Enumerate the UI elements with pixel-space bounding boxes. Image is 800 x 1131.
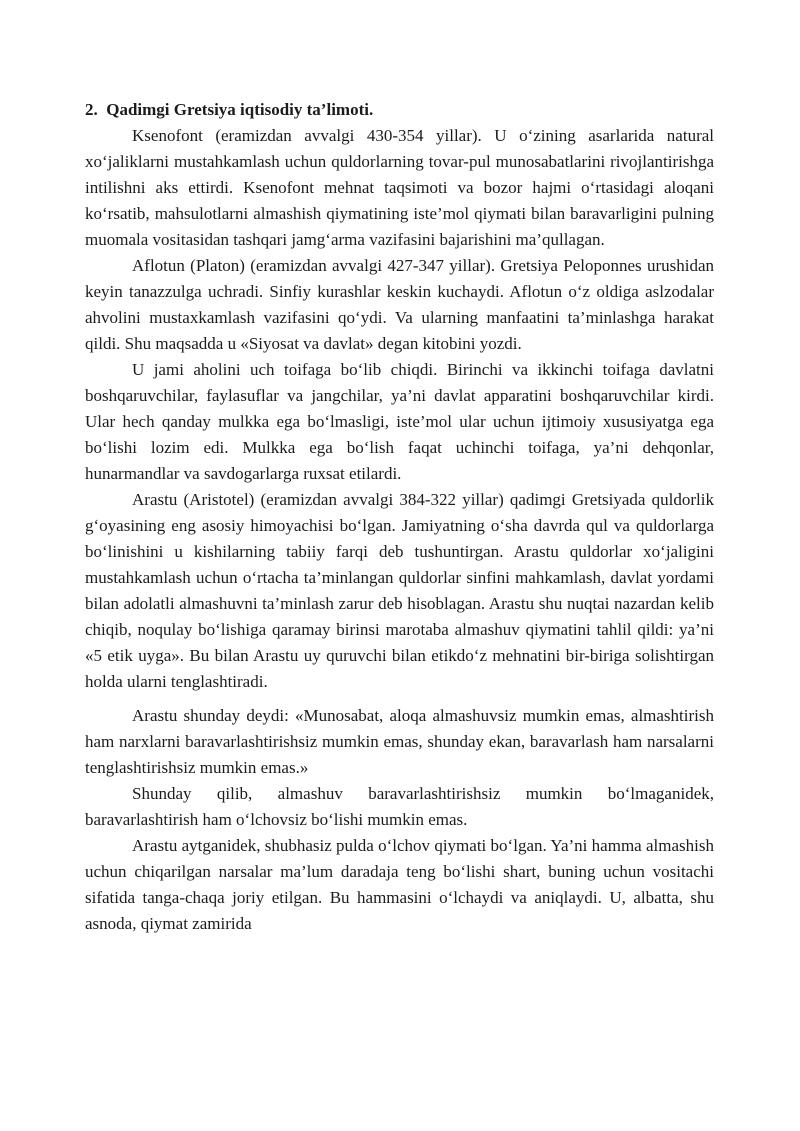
paragraph-shunday-qilib: Shunday qilib, almashuv baravarlashtirishsiz mumkin bo‘lmaganidek, baravarlashtirish ham o‘lchovsiz bo‘lishi mumkin emas. [85, 784, 714, 829]
paragraph-arastu-pul: Arastu aytganidek, shubhasiz pulda o‘lchov qiymati bo‘lgan. Ya’ni hamma almashish uchun chiqarilgan narsalar ma’lum daradaja teng bo‘lishi shart, buning uchun vositachi sifatida tanga-chaqa joriy etilgan. Bu hammasini o‘lchaydi va aniqlaydi. U, albatta, shu asnoda, qiymat zamirida [85, 836, 714, 933]
paragraph-uch-toifa: U jami aholini uch toifaga bo‘lib chiqdi. Birinchi va ikkinchi toifaga davlatni boshqaruvchilar, faylasuflar va jangchilar, ya’ni davlat apparatini boshqaruvchilar kirdi. Ular hech qanday mulkka ega bo‘lmasligi, iste’mol ular uchun ijtimoiy xususiyatga ega bo‘lishi lozim edi. Mulkka ega bo‘lish faqat uchinchi toifaga, ya’ni dehqonlar, hunarmandlar va savdogarlarga ruxsat etilardi. [85, 360, 714, 483]
paragraph-arastu-quote: Arastu shunday deydi: «Munosabat, aloqa almashuvsiz mumkin emas, almashtirish ham narxlarni baravarlashtirishsiz mumkin emas, shunday ekan, baravarlash ham narsalarni tenglashtirishsiz mumkin emas.» [85, 706, 714, 777]
paragraph-arastu: Arastu (Aristotel) (eramizdan avvalgi 384-322 yillar) qadimgi Gretsiyada quldorlik g‘oyasining eng asosiy himoyachisi bo‘lgan. Jamiyatning o‘sha davrda qul va quldorlarga bo‘linishini u kishilarning tabiiy farqi deb tushuntirgan. Arastu quldorlar xo‘jaligini mustahkamlash uchun o‘rtacha ta’minlangan quldorlar sinfini mahkamlash, davlat yordami bilan adolatli almashuvni ta’minlash zarur deb hisoblagan. Arastu shu nuqtai nazardan kelib chiqib, noqulay bo‘lishiga qaramay birinsi marotaba almashuv qiymatini tahlil qildi: ya’ni «5 etik uyga». Bu bilan Arastu uy quruvchi bilan etikdo‘z mehnatini bir-biriga solishtirgan holda ularni tenglashtiradi. [85, 490, 714, 691]
paragraph-ksenofont: Ksenofont (eramizdan avvalgi 430-354 yillar). U o‘zining asarlarida natural xo‘jaliklarni mustahkamlash uchun quldorlarning tovar-pul munosabatlarini rivojlantirishga intilishni aks ettirdi. Ksenofont mehnat taqsimoti va bozor hajmi o‘rtasidagi aloqani ko‘rsatib, mahsulotlarni almashish qiymatining iste’mol qiymati bilan baravarligini pulning muomala vositasidan tashqari jamg‘arma vazifasini bajarishini ma’qullagan. [85, 126, 714, 249]
section-heading: 2. Qadimgi Gretsiya iqtisodiy ta’limoti. [85, 100, 374, 119]
paragraph-aflotun: Aflotun (Platon) (eramizdan avvalgi 427-347 yillar). Gretsiya Peloponnes urushidan keyin tanazzulga uchradi. Sinfiy kurashlar keskin kuchaydi. Aflotun o‘z oldiga aslzodalar ahvolini mustaxkamlash vazifasini qo‘ydi. Va ularning manfaatini ta’minlashga harakat qildi. Shu maqsadda u «Siyosat va davlat» degan kitobini yozdi. [85, 256, 714, 353]
document-page [85, 97, 714, 937]
